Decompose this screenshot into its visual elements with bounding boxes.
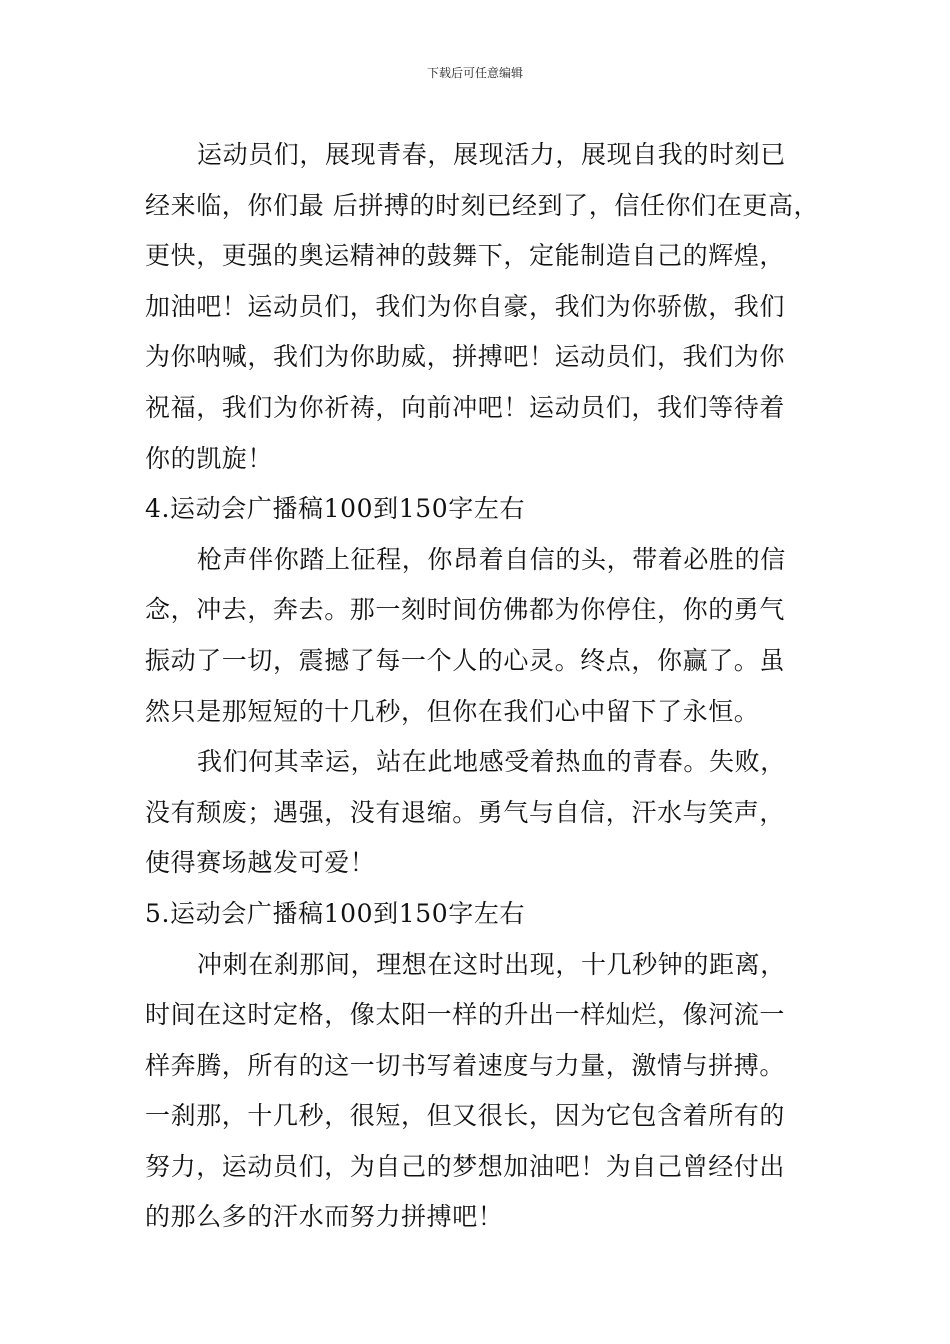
paragraph-line: 努力，运动员们，为自己的梦想加油吧！为自己曾经付出: [145, 1151, 786, 1181]
paragraph-line: 冲刺在刹那间，理想在这时出现，十几秒钟的距离，: [197, 949, 786, 979]
paragraph-line: 祝福，我们为你祈祷，向前冲吧！运动员们，我们等待着: [145, 392, 786, 422]
paragraph-line: 念，冲去，奔去。那一刻时间仿佛都为你停住，你的勇气: [145, 595, 786, 625]
paragraph-line: 我们何其幸运，站在此地感受着热血的青春。失败，: [197, 747, 786, 777]
paragraph-line: 运动员们，展现青春，展现活力，展现自我的时刻已: [197, 140, 786, 169]
paragraph-line: 时间在这时定格，像太阳一样的升出一样灿烂，像河流一: [145, 1000, 786, 1030]
section-heading: 4.运动会广播稿100到150字左右: [145, 494, 526, 524]
paragraph-line: 样奔腾，所有的这一切书写着速度与力量，激情与拼搏。: [145, 1050, 786, 1080]
paragraph-line: 振动了一切，震撼了每一个人的心灵。终点，你赢了。虽: [145, 645, 786, 675]
document-body: [145, 130, 820, 1243]
paragraph-line: 一刹那，十几秒，很短，但又很长，因为它包含着所有的: [145, 1101, 786, 1131]
paragraph-line: 经来临，你们最 后拼搏的时刻已经到了，信任你们在更高，: [145, 190, 820, 220]
paragraph-line: 加油吧！运动员们，我们为你自豪，我们为你骄傲，我们: [145, 291, 786, 321]
paragraph-line: 更快，更强的奥运精神的鼓舞下，定能制造自己的辉煌，: [145, 241, 786, 271]
section-heading: 5.运动会广播稿100到150字左右: [145, 898, 526, 928]
page-header: 下载后可任意编辑: [426, 66, 523, 80]
paragraph-line: 没有颓废；遇强，没有退缩。勇气与自信，汗水与笑声，: [145, 797, 786, 827]
paragraph-line: 的那么多的汗水而努力拼搏吧！: [145, 1202, 504, 1232]
paragraph-line: 枪声伴你踏上征程，你昂着自信的头，带着必胜的信: [197, 544, 786, 574]
paragraph-line: 然只是那短短的十几秒，但你在我们心中留下了永恒。: [145, 696, 760, 726]
paragraph-line: 为你呐喊，我们为你助威，拼搏吧！运动员们，我们为你: [145, 342, 786, 372]
paragraph-line: 使得赛场越发可爱！: [145, 848, 376, 878]
paragraph-line: 你的凯旋！: [145, 443, 274, 473]
